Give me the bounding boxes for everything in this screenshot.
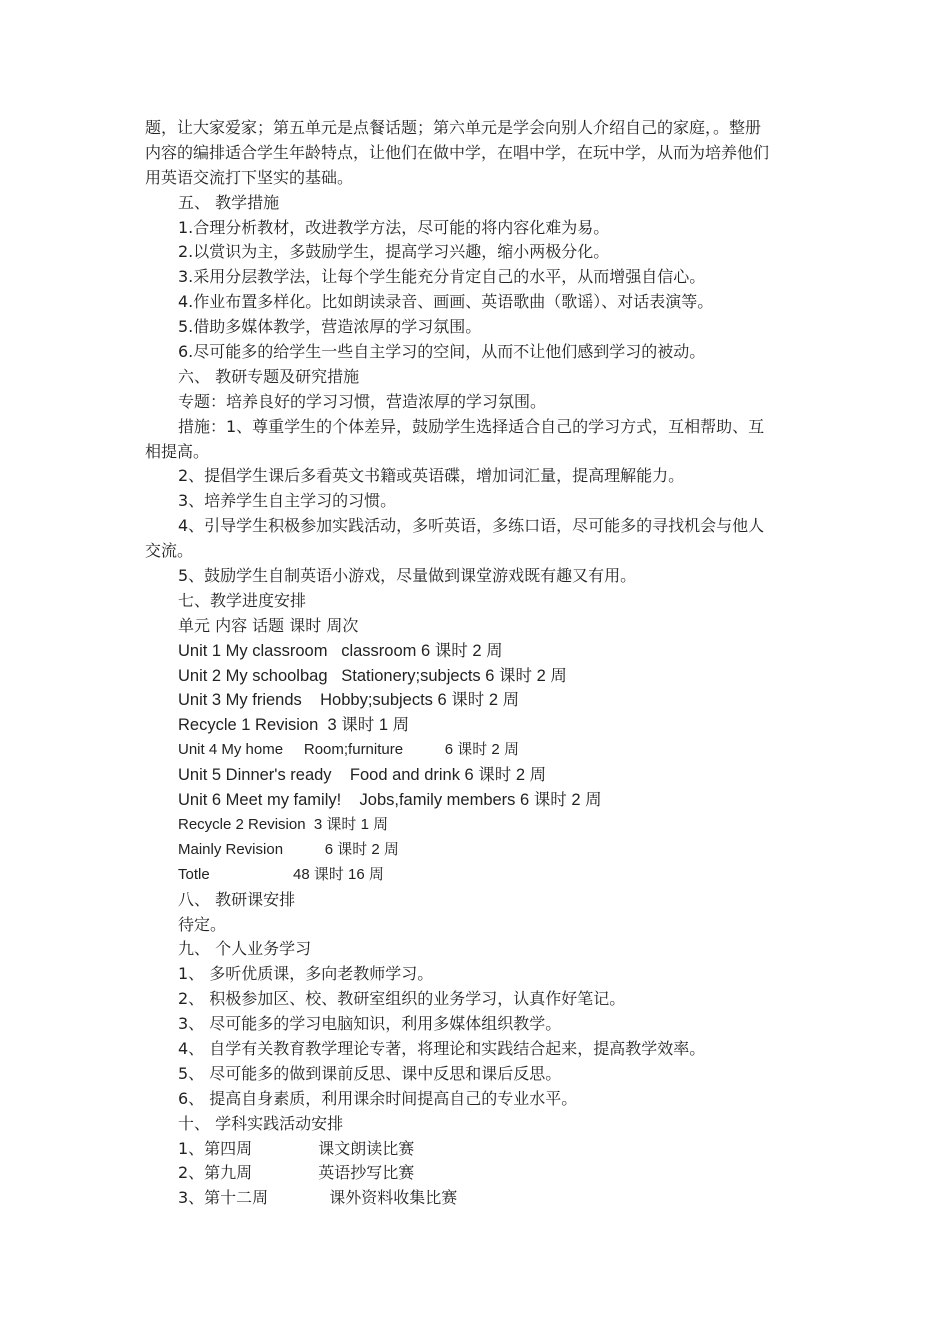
paragraph-line: 十、 学科实践活动安排 bbox=[178, 1113, 344, 1133]
paragraph-line: 3、培养学生自主学习的习惯。 bbox=[178, 491, 397, 511]
paragraph-line: 5.借助多媒体教学，营造浓厚的学习氛围。 bbox=[178, 317, 482, 337]
paragraph-line: 2.以赏识为主，多鼓励学生，提高学习兴趣，缩小两极分化。 bbox=[178, 242, 610, 262]
paragraph-line: 6、 提高自身素质，利用课余时间提高自己的专业水平。 bbox=[178, 1088, 578, 1108]
paragraph-line: 3、 尽可能多的学习电脑知识，利用多媒体组织教学。 bbox=[178, 1014, 562, 1034]
paragraph-line: Recycle 1 Revision 3 课时 1 周 bbox=[178, 716, 410, 735]
paragraph-line: Unit 4 My home Room;furniture 6 课时 2 周 bbox=[178, 741, 519, 759]
paragraph-line: 九、 个人业务学习 bbox=[178, 939, 312, 959]
paragraph-line: 2、第九周 英语抄写比赛 bbox=[178, 1163, 415, 1183]
paragraph-line: 七、教学进度安排 bbox=[178, 590, 307, 610]
paragraph-line: 5、鼓励学生自制英语小游戏，尽量做到课堂游戏既有趣又有用。 bbox=[178, 566, 637, 586]
paragraph-line: 用英语交流打下坚实的基础。 bbox=[145, 167, 354, 187]
paragraph-line: 2、提倡学生课后多看英文书籍或英语碟，增加词汇量，提高理解能力。 bbox=[178, 466, 685, 486]
paragraph-line: 八、 教研课安排 bbox=[178, 889, 296, 909]
paragraph-line: 题，让大家爱家；第五单元是点餐话题；第六单元是学会向别人介绍自己的家庭，。整册 bbox=[145, 118, 762, 137]
paragraph-line: 5、 尽可能多的做到课前反思、课中反思和课后反思。 bbox=[178, 1063, 562, 1083]
paragraph-line: Totle 48 课时 16 周 bbox=[178, 865, 384, 883]
paragraph-line: 待定。 bbox=[178, 914, 227, 934]
paragraph-line: Recycle 2 Revision 3 课时 1 周 bbox=[178, 815, 389, 833]
document-page bbox=[145, 116, 805, 1211]
paragraph-line: 1.合理分析教材，改进教学方法，尽可能的将内容化难为易。 bbox=[178, 217, 610, 237]
paragraph-line: 内容的编排适合学生年龄特点，让他们在做中学，在唱中学，在玩中学，从而为培养他们 bbox=[145, 142, 770, 162]
paragraph-line: Unit 3 My friends Hobby;subjects 6 课时 2 周 bbox=[178, 691, 520, 710]
paragraph-line: Mainly Revision 6 课时 2 周 bbox=[178, 840, 399, 858]
paragraph-line: 六、 教研专题及研究措施 bbox=[178, 366, 360, 386]
paragraph-line: 3、第十二周 课外资料收集比赛 bbox=[178, 1188, 458, 1208]
paragraph-line: 专题：培养良好的学习习惯，营造浓厚的学习氛围。 bbox=[178, 391, 547, 411]
paragraph-line: 1、第四周 课文朗读比赛 bbox=[178, 1138, 415, 1158]
paragraph-line: 4、引导学生积极参加实践活动，多听英语，多练口语，尽可能多的寻找机会与他人 bbox=[178, 516, 765, 536]
paragraph-line: Unit 6 Meet my family! Jobs,family members 6 课时 2 周 bbox=[178, 791, 602, 810]
paragraph-line: 交流。 bbox=[145, 541, 194, 561]
paragraph-line: 6.尽可能多的给学生一些自主学习的空间，从而不让他们感到学习的被动。 bbox=[178, 342, 706, 362]
paragraph-line: 3.采用分层教学法，让每个学生能充分肯定自己的水平，从而增强自信心。 bbox=[178, 267, 706, 287]
paragraph-line: Unit 1 My classroom classroom 6 课时 2 周 bbox=[178, 641, 503, 660]
paragraph-line: 4、 自学有关教育教学理论专著，将理论和实践结合起来，提高教学效率。 bbox=[178, 1038, 706, 1058]
paragraph-line: Unit 5 Dinner's ready Food and drink 6 课时 2 周 bbox=[178, 766, 547, 785]
paragraph-line: 2、 积极参加区、校、教研室组织的业务学习，认真作好笔记。 bbox=[178, 989, 626, 1009]
paragraph-line: 五、 教学措施 bbox=[178, 192, 280, 212]
paragraph-line: 措施：1、尊重学生的个体差异，鼓励学生选择适合自己的学习方式，互相帮助、互 bbox=[178, 416, 765, 436]
paragraph-line: 1、 多听优质课，多向老教师学习。 bbox=[178, 964, 434, 984]
paragraph-line: 4.作业布置多样化。比如朗读录音、画画、英语歌曲（歌谣）、对话表演等。 bbox=[178, 292, 714, 312]
paragraph-line: Unit 2 My schoolbag Stationery;subjects 6 课时 2 周 bbox=[178, 666, 567, 685]
paragraph-line: 相提高。 bbox=[145, 441, 210, 461]
paragraph-line: 单元 内容 话题 课时 周次 bbox=[178, 615, 359, 635]
